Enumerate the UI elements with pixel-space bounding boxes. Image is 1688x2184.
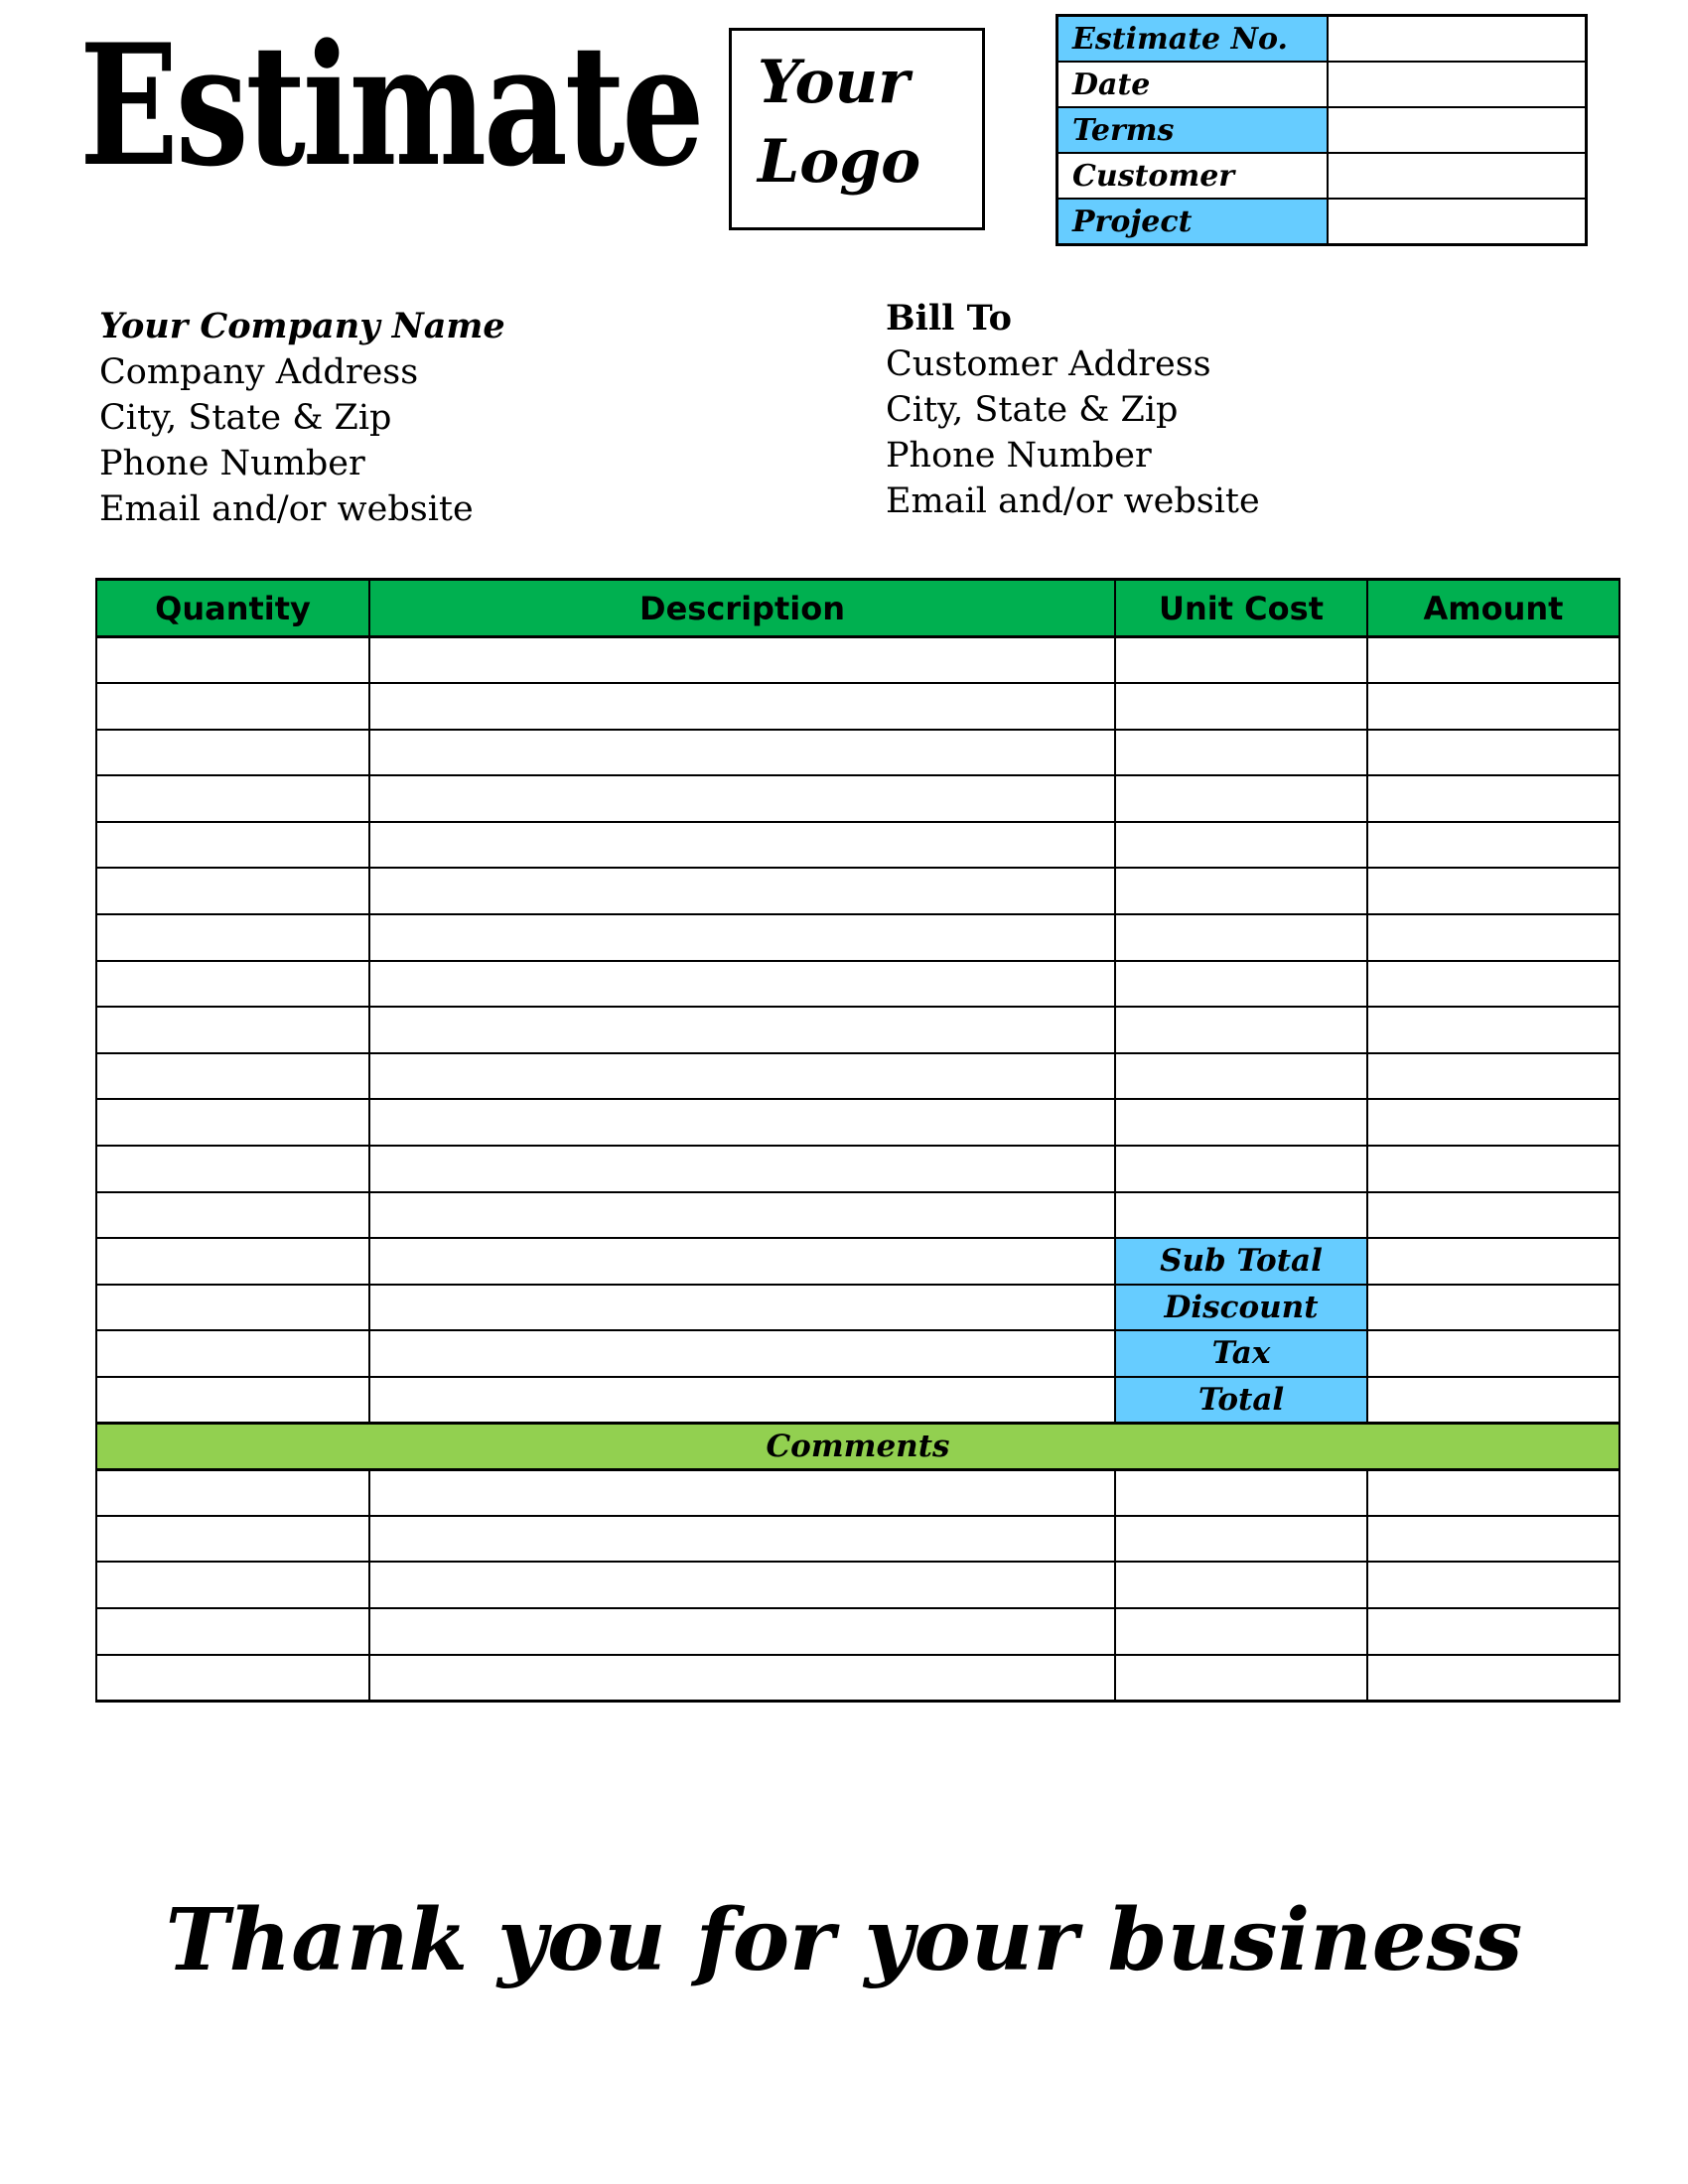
amount-cell[interactable] xyxy=(1367,1192,1619,1239)
comment-cell[interactable] xyxy=(96,1516,369,1563)
unit-cost-cell[interactable] xyxy=(1115,637,1367,684)
description-cell[interactable] xyxy=(369,1285,1115,1331)
customer-email: Email and/or website xyxy=(886,481,1260,521)
comment-cell[interactable] xyxy=(369,1516,1115,1563)
description-cell[interactable] xyxy=(369,683,1115,730)
quantity-cell[interactable] xyxy=(96,822,369,869)
comment-cell[interactable] xyxy=(1115,1608,1367,1655)
company-email: Email and/or website xyxy=(99,489,474,529)
estimate-no-label: Estimate No. xyxy=(1057,16,1329,63)
table-row xyxy=(96,1192,1619,1239)
table-row xyxy=(96,822,1619,869)
comment-row xyxy=(96,1655,1619,1702)
amount-cell[interactable] xyxy=(1367,1146,1619,1192)
unit-cost-cell[interactable] xyxy=(1115,1099,1367,1146)
amount-cell[interactable] xyxy=(1367,1053,1619,1100)
company-address: Company Address xyxy=(99,352,419,392)
table-row xyxy=(96,1285,1619,1331)
comment-cell[interactable] xyxy=(1115,1562,1367,1608)
company-info xyxy=(99,304,505,532)
table-row xyxy=(96,1099,1619,1146)
comment-cell[interactable] xyxy=(96,1562,369,1608)
quantity-cell[interactable] xyxy=(96,1192,369,1239)
unit-cost-cell[interactable] xyxy=(1115,1146,1367,1192)
quantity-cell[interactable] xyxy=(96,961,369,1008)
thank-you-message: Thank you for your business xyxy=(165,1890,1523,1990)
description-cell[interactable] xyxy=(369,1099,1115,1146)
comments-header-row xyxy=(96,1424,1619,1470)
comment-cell[interactable] xyxy=(96,1469,369,1516)
comment-cell[interactable] xyxy=(96,1608,369,1655)
comment-row xyxy=(96,1562,1619,1608)
table-row xyxy=(96,868,1619,914)
column-header-amount: Amount xyxy=(1367,580,1619,637)
estimate-no-field[interactable] xyxy=(1328,16,1587,63)
totals-label: Tax xyxy=(1115,1330,1367,1377)
totals-value-cell[interactable] xyxy=(1367,1330,1619,1377)
customer-city: City, State & Zip xyxy=(886,390,1179,430)
amount-cell[interactable] xyxy=(1367,1007,1619,1053)
table-row xyxy=(96,775,1619,822)
bill-to-heading: Bill To xyxy=(886,298,1013,339)
description-cell[interactable] xyxy=(369,822,1115,869)
logo-text-line1: Your xyxy=(758,48,910,117)
line-items-table xyxy=(95,578,1620,1703)
unit-cost-cell[interactable] xyxy=(1115,868,1367,914)
amount-cell[interactable] xyxy=(1367,683,1619,730)
date-label: Date xyxy=(1057,62,1329,107)
table-row xyxy=(96,914,1619,961)
amount-cell[interactable] xyxy=(1367,775,1619,822)
logo-placeholder xyxy=(729,28,985,230)
quantity-cell[interactable] xyxy=(96,1285,369,1331)
quantity-cell[interactable] xyxy=(96,730,369,776)
description-cell[interactable] xyxy=(369,1146,1115,1192)
date-field[interactable] xyxy=(1328,62,1587,107)
quantity-cell[interactable] xyxy=(96,1330,369,1377)
quantity-cell[interactable] xyxy=(96,1238,369,1285)
table-row xyxy=(96,683,1619,730)
amount-cell[interactable] xyxy=(1367,961,1619,1008)
column-header-quantity: Quantity xyxy=(96,580,369,637)
table-row xyxy=(96,1330,1619,1377)
comment-cell[interactable] xyxy=(1115,1655,1367,1702)
amount-cell[interactable] xyxy=(1367,637,1619,684)
comment-row xyxy=(96,1608,1619,1655)
unit-cost-cell[interactable] xyxy=(1115,822,1367,869)
company-city: City, State & Zip xyxy=(99,398,392,438)
project-label: Project xyxy=(1057,199,1329,245)
description-cell[interactable] xyxy=(369,1377,1115,1424)
quantity-cell[interactable] xyxy=(96,637,369,684)
table-row xyxy=(96,1238,1619,1285)
comment-cell[interactable] xyxy=(1367,1516,1619,1563)
amount-cell[interactable] xyxy=(1367,822,1619,869)
customer-phone: Phone Number xyxy=(886,436,1152,476)
quantity-cell[interactable] xyxy=(96,683,369,730)
amount-cell[interactable] xyxy=(1367,730,1619,776)
comment-row xyxy=(96,1516,1619,1563)
quantity-cell[interactable] xyxy=(96,775,369,822)
totals-value-cell[interactable] xyxy=(1367,1238,1619,1285)
quantity-cell[interactable] xyxy=(96,914,369,961)
totals-label: Sub Total xyxy=(1115,1238,1367,1285)
description-cell[interactable] xyxy=(369,868,1115,914)
comments-label: Comments xyxy=(96,1424,1619,1470)
description-cell[interactable] xyxy=(369,637,1115,684)
description-cell[interactable] xyxy=(369,1192,1115,1239)
table-row xyxy=(96,961,1619,1008)
bill-to-info xyxy=(886,296,1260,524)
unit-cost-cell[interactable] xyxy=(1115,961,1367,1008)
amount-cell[interactable] xyxy=(1367,1099,1619,1146)
column-header-description: Description xyxy=(369,580,1115,637)
table-row xyxy=(96,1146,1619,1192)
amount-cell[interactable] xyxy=(1367,868,1619,914)
column-header-unit-cost: Unit Cost xyxy=(1115,580,1367,637)
table-row xyxy=(96,730,1619,776)
comment-cell[interactable] xyxy=(369,1469,1115,1516)
unit-cost-cell[interactable] xyxy=(1115,730,1367,776)
company-name: Your Company Name xyxy=(99,306,505,346)
page-title: Estimate xyxy=(79,7,702,204)
table-row xyxy=(96,637,1619,684)
quantity-cell[interactable] xyxy=(96,1377,369,1424)
comment-row xyxy=(96,1469,1619,1516)
description-cell[interactable] xyxy=(369,1330,1115,1377)
comment-cell[interactable] xyxy=(1367,1469,1619,1516)
description-cell[interactable] xyxy=(369,730,1115,776)
quantity-cell[interactable] xyxy=(96,1146,369,1192)
quantity-cell[interactable] xyxy=(96,1053,369,1100)
comment-cell[interactable] xyxy=(1367,1562,1619,1608)
customer-address: Customer Address xyxy=(886,344,1211,384)
comment-cell[interactable] xyxy=(1367,1655,1619,1702)
unit-cost-cell[interactable] xyxy=(1115,914,1367,961)
totals-value-cell[interactable] xyxy=(1367,1285,1619,1331)
quantity-cell[interactable] xyxy=(96,868,369,914)
terms-label: Terms xyxy=(1057,107,1329,153)
comment-cell[interactable] xyxy=(369,1608,1115,1655)
quantity-cell[interactable] xyxy=(96,1007,369,1053)
logo-text-line2: Logo xyxy=(758,127,921,197)
comment-cell[interactable] xyxy=(1115,1469,1367,1516)
table-row xyxy=(96,1377,1619,1424)
description-cell[interactable] xyxy=(369,1007,1115,1053)
company-phone: Phone Number xyxy=(99,444,365,483)
terms-field[interactable] xyxy=(1328,107,1587,153)
table-row xyxy=(96,1053,1619,1100)
comment-cell[interactable] xyxy=(369,1562,1115,1608)
table-header-row xyxy=(96,580,1619,637)
unit-cost-cell[interactable] xyxy=(1115,1192,1367,1239)
description-cell[interactable] xyxy=(369,961,1115,1008)
comment-cell[interactable] xyxy=(1115,1516,1367,1563)
customer-field[interactable] xyxy=(1328,153,1587,199)
totals-value-cell[interactable] xyxy=(1367,1377,1619,1424)
project-field[interactable] xyxy=(1328,199,1587,245)
amount-cell[interactable] xyxy=(1367,914,1619,961)
quantity-cell[interactable] xyxy=(96,1099,369,1146)
unit-cost-cell[interactable] xyxy=(1115,1007,1367,1053)
unit-cost-cell[interactable] xyxy=(1115,775,1367,822)
totals-label: Discount xyxy=(1115,1285,1367,1331)
comment-cell[interactable] xyxy=(96,1655,369,1702)
description-cell[interactable] xyxy=(369,914,1115,961)
description-cell[interactable] xyxy=(369,1053,1115,1100)
description-cell[interactable] xyxy=(369,775,1115,822)
estimate-info-table xyxy=(1055,14,1588,246)
table-row xyxy=(96,1007,1619,1053)
totals-label: Total xyxy=(1115,1377,1367,1424)
unit-cost-cell[interactable] xyxy=(1115,1053,1367,1100)
description-cell[interactable] xyxy=(369,1238,1115,1285)
unit-cost-cell[interactable] xyxy=(1115,683,1367,730)
comment-cell[interactable] xyxy=(369,1655,1115,1702)
comment-cell[interactable] xyxy=(1367,1608,1619,1655)
customer-label: Customer xyxy=(1057,153,1329,199)
